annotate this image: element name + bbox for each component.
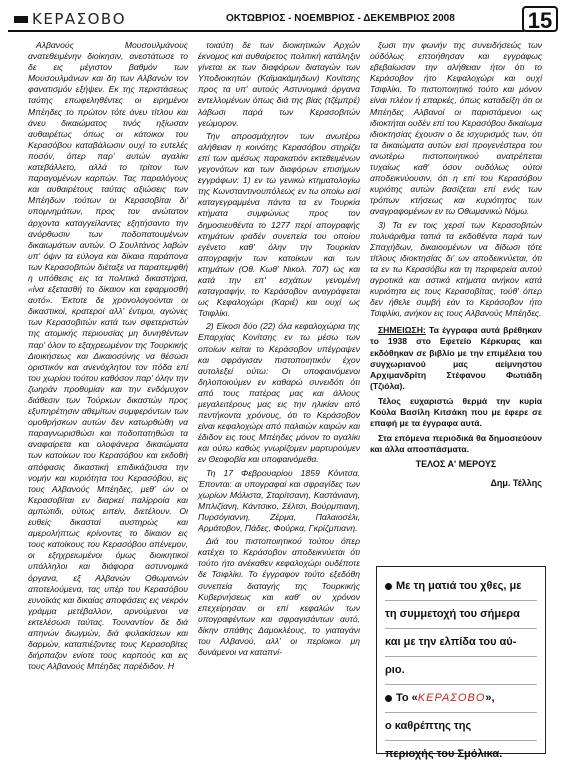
note-section bbox=[370, 325, 542, 489]
logo-text: ΚΕΡΑΣΟΒΟ bbox=[32, 10, 127, 28]
issue-date: ΟΚΤΩΒΡΙΟΣ - ΝΟΕΜΒΡΙΟΣ - ΔΕΚΕΜΒΡΙΟΣ 2008 bbox=[226, 13, 455, 24]
column-3 bbox=[370, 40, 542, 490]
note-paragraph-3: Στα επόμενα περιοδικά θα δημοσιεύουν και άλλα αποσπάσματα. bbox=[370, 433, 542, 455]
col1-paragraph: Αλβανούς Μουσουλμάνους ανατεθειμένην διοίκησιν, ανεστάτωσε το δε εις μέγιστον βαθμόν των Μουσουλμάνων και δη των Αλβανών τον φανατισμόν εξήψεν. Εκ της περιστάσεως ταύτης επωφεληθέντες οι ειρημένοι Μπέηδες το πρώτον τότε άνευ τίτλου και άνευ δικαιώματος τινός ηξίωσαν αυθαιρέτως όπως οι κάτοικοι του Κερασόβου καταβάλωσιν ουχί το ευτελές ποσόν, όπερ παρ' αυτών αγαλίκι κατεβάλλετο, αλλά το τρίτον των παραγομένων καρπών. Τας παραλόγους και αυθαιρέτους ταύτας αξιώσεις των Μπέηδων τούτων οι Κερασοβίται δι' υπομνημάτων, προς τον ανώτατον άρχοντα καταγγείλαντες εξητήσαντο την ανόρθωσιν των ποδοπατουμένων δικαιωμάτων αυτών. Ο Σουλτάνος λαβών υπ' όψιν τα εύλογα και δίκαια παράπονα των Κερασοβιτών διέταξε να παραπεμφθή η υπόθεσις εις τα πολιτικά δικαστήρια, «ίνα εξετασθή το δίκαιον και εφαρμοσθή αυτό». Έκτοτε δε χρονολογούνται οι δικαστικοί, κρατεροί αλλ' έντιμοι, αγώνες των Κερασοβιτών κατά των σφετεριστών της ατομικής περιουσίας μη δυνηθέντων παρ' όλον το εξαχρεωμένον της Τουρκικής Διοικήσεως και Δικαιοσύνης να θέσωσι οριστικόν και ανενόχλητον τον πόδα επί του χωρίου τούτου καθόσον παρ' όλην την ζωηράν προθυμίαν και την ενδόμυχον διάθεσιν των Τούρκων δικαστών προς εξυπηρέτησιν αθεμίτων συμφερόντων των ομοθρήσκων αυτών δεν κατωρθώθη να παραγνωρισθώσι και ποδοπατηθώσι τα αναφαίρετα και ολοφάνερα δικαιώματα των κατοίκων του Κερασόβου και εκδοθή απόφασις δικαστική επιδικάζουσα την νομήν και κυριότητα του Κερασόβου, εις τους Αλβανούς Μπέηδες, μεθ' ών οι Κερασοβίται εν διαρκεί παλίρροία και αμπώτιδι, ούτως ειπείν, διετέλουν. Οι ευθείς δικασταί αυστηρώς και αμερολήπτως κρίνοντες το δίκαιον εις τους κατοίκους του Κερασόβου απένεμον, οι εξηχρειωμένοι όμως διοικητικοί υπάλληλοι και διάφορα αστυνομικά όργανα, εξ Αλβανών Οθωμανών αποτελούμενα, τας υπέρ του Κερασόβου ευνοϊκάς και δικαίας αποφάσεις εις νεκρόν γράμμα μετέβαλλον, αρνούμενοι να εκτελέσωσι ταύτας. Τουναντίον δε διά απηνών διωγμών, διά φυλακίσεων και δαρμών, καταπιέζοντες τους Κερασοβίτες διήρπαζον ενίοτε τους καρπούς και εις τους Αλβανούς Μπέηδες παρέδιδον. Η bbox=[28, 40, 188, 672]
motto-box bbox=[376, 566, 546, 760]
bullet-icon bbox=[385, 695, 392, 702]
bullet-icon bbox=[385, 583, 392, 590]
author-signature: Δημ. Τέλλης bbox=[490, 478, 542, 489]
motto-line: περιοχής του Σμόλικα. bbox=[385, 748, 503, 760]
motto-line: ριο. bbox=[385, 657, 537, 685]
magazine-logo bbox=[14, 10, 126, 28]
motto-line: Με τη ματιά του χθες, με bbox=[385, 573, 537, 601]
motto-line: Το «ΚΕΡΑΣΟΒΟ», bbox=[385, 685, 537, 713]
col2-paragraph: Διά του πιστοποιητικού τούτου όπερ κατέχει το Κεράσοβον αποδεικνύεται ότι τούτο ήτο ανέκαθεν κεφαλοχώρι ουδέποτε δε Τσιφλίκι. Το έγγραφον τούτο εξεδόθη συνεπεία διαταγής της Τουρκικής Κυβερνήσεως και καθ' ον χρόνον επεχείρησαν οι επί κεφαλών των υπογραφέντων και σφραγισάντων αυτό, δίκην σπάθης Δαμοκλέους, το γιαταγάνι του Αλβανού, αλλ' οι περίοικοι μη δυνάμενοι να καταπνί- bbox=[198, 536, 360, 658]
logo-bar-icon bbox=[14, 16, 28, 23]
col2-paragraph: τοιαύτη δε των διοικητικών Αρχών έκνομος και αυθαίρετος πολιτική κατάληξιν γίνεται εκ των διαφόρων διαταγών των Υποδιοικητών (Καϊμακάμηδων) Κονίτσης προς τα υπ' αυτούς Αστυνομικά όργανα εντελλομένων όπως διά της βίας (τζέμπρέ) λάβωσι παρά των Κερασοβιτών γεώμορον. bbox=[198, 40, 360, 128]
motto-line: τη συμμετοχή του σήμερα bbox=[385, 601, 537, 629]
note-text: Τα έγγραφα αυτά βρέθηκαν το 1938 στο Εφετείο Κέρκυρας και εκδόθηκαν σε βιβλίο με την επιμέλεια του συγχωριανού μας αείμνηστου Αρχιμανδρίτη Στέφανου Φωτιάδη (Τζιόλα). bbox=[370, 325, 542, 391]
column-1 bbox=[28, 40, 188, 674]
motto-magazine-name: ΚΕΡΑΣΟΒΟ bbox=[417, 692, 486, 704]
col3-paragraph: 3) Τα εν τοις χερσί των Κερασοβιτών πολυάριθμα ταπιά τα εκδοθέντα παρά των Σπαχήδων, δικαιουμένων να δίδωσι τότε τίτλους ιδιοκτησίας δι' ων αποδεικνύεται, ότι τα εν τω Κερασόβω και τη περιφερεία αυτού αγροτικά και αστικά κτήματα ανήκον κατά κυριότητα εις τους Κερασοβίτας, τούθ' όπερ δεν ήθελε συμβή εάν το Κεράσοβον ήτο Τσιφλίκι, ανήκον εις τους Αλβανούς Μπέηδες. bbox=[370, 219, 542, 319]
col3-paragraph: ξωσι την φωνήν της συνειδήσεώς των ούδόλως επτοήθησαν και εγγράφως εβεβαίωσαν την αλήθειαν ήτοι ότι το Κεράσοβον ήτο Κεφαλοχώρι και ουχί Τσιφλίκι. Το πιστοποιητικό τούτο και μόνον είναι πλέον ή επαρκές, όπως καταδείξη ότι οι Μπέηδες Αλβανοί οι παριστάμενοι ως ιδιοκτήται ουδέν επί του Κερασόβου δικαίωμα ιδιοκτησίας έχουσιν ο δε ισχυρισμός των, ότι τα δικαιώματα αυτών εισί προγενέστερα του ανωτέρω πιστοποιητικού ανατρέπεται τυχαίως καθ' όσον ουδόλως ούτοι αποδεικνύουσιν, ότι η επί του Κερασόβου κυριότης αυτών βασίζεται επί ενός των τρόπων κτήσεως και κυριότητος των αναγραφομένων εν τω Οθωμανικώ Νόμω. bbox=[370, 40, 542, 217]
col2-paragraph: Την απροσμάχητον των ανωτέρω αλήθειαν η κοινότης Κερασόβου στηρίζει επί των αμέσως παρακατιόν εκτεθειμένων γεγονότων και των διαφόρων επισήμων εγγράφων: 1) εν τω γενικώ κτηματολογίω της Κωνσταντινουπόλεως εν τω οποίω εισί καταγεγραμμένα πάντα τα εν Τουρκία κτήματα συμφώνως προς τον δημοσιευθέντα το 1277 περί απογραφής κτημάτων ιραδέν συνεπεία του οποίου εγένετο καθ' όλην την Τουρκίαν απογραφήν των κατοίκων και των κτημάτων (Οθ. Κωθ' Νικολ. 707) ως και κατά την επ' εσχάτων γενομένη καταγραφήν, το Κεράσοβον αναγράφεται ως Κεφαλοχώρι (Καριέ) και ουχί ως Τσιφλίκι. bbox=[198, 130, 360, 319]
end-of-part: ΤΕΛΟΣ Α' ΜΕΡΟΥΣ bbox=[415, 459, 497, 470]
header-rule bbox=[8, 30, 524, 32]
note-paragraph-1 bbox=[370, 325, 542, 392]
note-label: ΣΗΜΕΙΩΣΗ: bbox=[378, 325, 426, 336]
page-number: 15 bbox=[522, 6, 558, 32]
column-2 bbox=[198, 40, 360, 660]
col2-paragraph: Τη 17 Φεβρουαρίου 1859 Κόνιτσα. Έπονται: αι υπογραφαί και σφραγίδες των χωρίων Μόλιστα, Σταρίτσανη, Καστάνιανη, Μπλιζίανη, Κάντσικο, Σέλτσι, Βούρμπιανη, Πυρσόγιαννη, Ζέρμα, Παλαιοσέλι, Αρμάτοβον, Πάδες, Φούρκα, Γκρίζμπιανη. bbox=[198, 467, 360, 534]
note-paragraph-2: Τέλος ευχαριστώ θερμά την κυρία Κούλα Βασίλη Κιτσάκη που με έφερε σε επαφή με τα έγγραφα αυτά. bbox=[370, 395, 542, 429]
motto-line: και με την ελπίδα του αύ- bbox=[385, 629, 537, 657]
col2-paragraph: 2) Είκοσι δύο (22) όλα κεφαλοχώρια της Επαρχίας Κονίτσης εν τω μέσω των οποίων κείται το Κεράσοβον υπέγραψεν και σφράγισαν πιστοποιητικόν έχον αυτολεξεί ούτω: Οι υποφαινόμενοι δηλοποιούμεν εν καθαρώ συνειδότι ότι από τους πατέρας μας και άλλους μεγαλειτέρους μας εις την ηλικίαν από πεντήκοντα χρόνους, ότι το Κεράσοβον είναι κεφαλοχώρι από παλαιών καιρών και έδιδον εις τους Μπέηδες μόνον το αγαλίκι και ούτω καθώς γνωρίζομεν μαρτυρούμεν εν Θεοφοβία και υποφαινόμεθα. bbox=[198, 321, 360, 465]
motto-line: ο καθρέπτης της bbox=[385, 713, 537, 741]
